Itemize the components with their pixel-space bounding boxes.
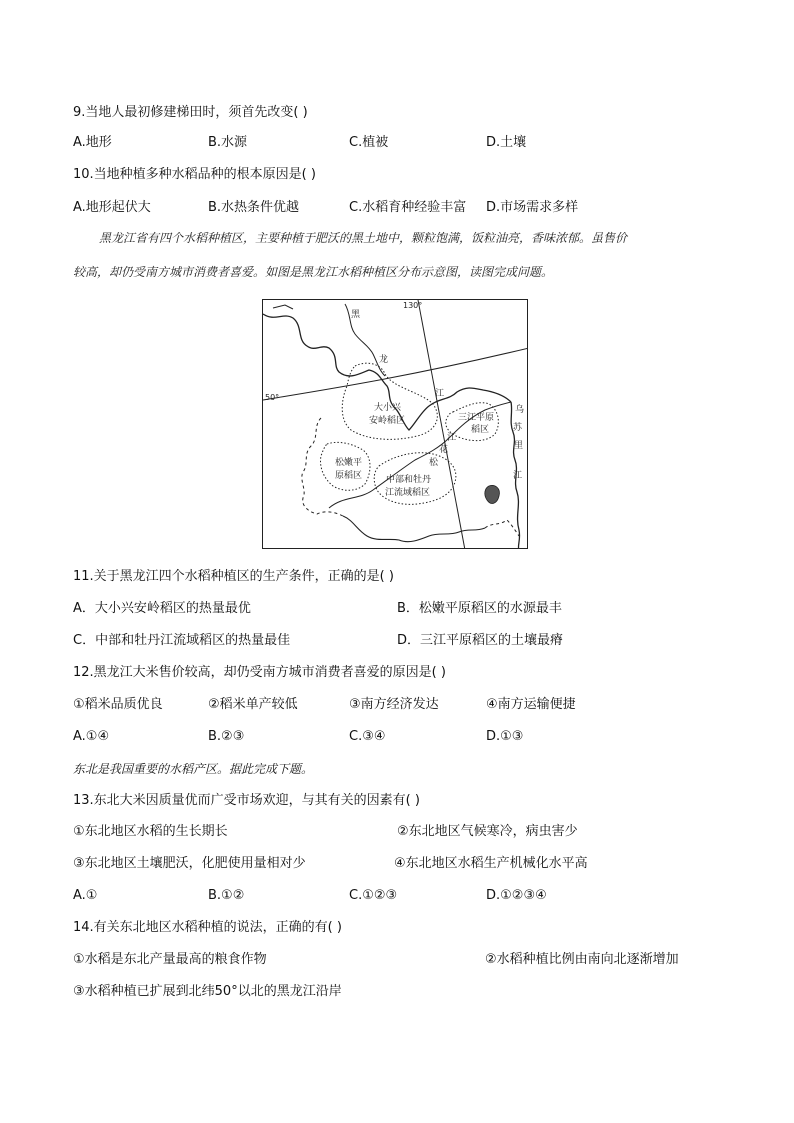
q9-option-b: B.水源 (208, 135, 248, 150)
region-sanjiang-label-1: 三江平原 (458, 413, 495, 423)
q14-item-1: ①水稻是东北产量最高的粮食作物 (73, 952, 267, 967)
river-char-long: 龙 (379, 355, 389, 365)
q12-stem: 12.黑龙江大米售价较高，却仍受南方城市消费者喜爱的原因是( ) (73, 665, 446, 680)
river-char-jiang-2: 江 (513, 471, 523, 481)
q14-item-2: ②水稻种植比例由南向北逐渐增加 (485, 952, 679, 967)
q14-stem: 14.有关东北地区水稻种植的说法，正确的有( ) (73, 920, 342, 935)
longitude-label: 130° (403, 301, 423, 310)
q10-stem: 10.当地种植多种水稻品种的根本原因是( ) (73, 167, 316, 182)
q12-item-4: ④南方运输便捷 (486, 697, 576, 712)
q9-option-a: A.地形 (73, 135, 112, 150)
province-boundary-south (343, 516, 485, 542)
q9-option-d: D.土壤 (486, 135, 527, 150)
q10-option-a: A.地形起伏大 (73, 200, 151, 215)
reading-passage (73, 221, 723, 289)
river-char-jiang: 江 (435, 389, 445, 399)
river-char-hei: 黑 (351, 310, 361, 320)
river-char-su: 苏 (513, 423, 523, 433)
river-char-hua: 花 (439, 445, 449, 455)
passage-line-1: 黑龙江省有四个水稻种植区，主要种植于肥沃的黑土地中，颗粒饱满，饭粒油亮，香味浓郁。虽售价 (99, 231, 628, 245)
q13-option-c: C.①②③ (349, 888, 398, 903)
q13-stem: 13.东北大米因质量优而广受市场欢迎，与其有关的因素有( ) (73, 793, 420, 808)
q10-option-c: C.水稻育种经验丰富 (349, 200, 467, 215)
q12-option-b: B.②③ (208, 729, 245, 744)
q11-option-c: C．中部和牡丹江流域稻区的热量最佳 (73, 633, 291, 648)
q12-option-c: C.③④ (349, 729, 386, 744)
region-zhongbu-label-2: 江流域稻区 (385, 488, 431, 498)
q12-option-a: A.①④ (73, 729, 110, 744)
river-char-li: 里 (514, 441, 524, 451)
q12-item-2: ②稻米单产较低 (208, 697, 298, 712)
region-songnen-label-2: 原稻区 (335, 471, 363, 481)
xingkai-lake (485, 485, 500, 503)
border-fragment (273, 305, 293, 309)
passage-line-2: 较高，却仍受南方城市消费者喜爱。如图是黑龙江水稻种植区分布示意图，读图完成问题。 (73, 265, 554, 279)
q12-option-d: D.①③ (486, 729, 524, 744)
rice-region-map (262, 299, 528, 549)
q9-stem: 9.当地人最初修建梯田时，须首先改变( ) (73, 105, 308, 120)
q11-option-a: A．大小兴安岭稻区的热量最优 (73, 601, 251, 616)
q13-option-b: B.①② (208, 888, 245, 903)
q13-item-1: ①东北地区水稻的生长期长 (73, 824, 228, 839)
q13-option-a: A.① (73, 888, 98, 903)
river-char-wu: 乌 (515, 405, 525, 415)
latitude-50-line (263, 348, 528, 400)
q12-item-1: ①稻米品质优良 (73, 697, 163, 712)
map-drawing (263, 300, 528, 549)
q13-item-2: ②东北地区气候寒冷，病虫害少 (397, 824, 578, 839)
q13-item-4: ④东北地区水稻生产机械化水平高 (394, 856, 588, 871)
q13-item-3: ③东北地区土壤肥沃，化肥使用量相对少 (73, 856, 306, 871)
q11-option-b: B．松嫩平原稻区的水源最丰 (397, 601, 562, 616)
q13-option-d: D.①②③④ (486, 888, 547, 903)
region-zhongbu-label-1: 中部和牡丹 (386, 475, 432, 485)
q11-option-d: D．三江平原稻区的土壤最瘠 (397, 633, 564, 648)
q14-item-3: ③水稻种植已扩展到北纬50°以北的黑龙江沿岸 (73, 984, 342, 999)
q12-item-3: ③南方经济发达 (349, 697, 439, 712)
boundary-southeast (485, 520, 519, 536)
region-sanjiang-label-2: 稻区 (471, 425, 490, 435)
q9-option-c: C.植被 (349, 135, 389, 150)
region-daxiaoxing-label-2: 安岭稻区 (369, 416, 406, 426)
q10-option-b: B.水热条件优越 (208, 200, 300, 215)
q11-stem: 11.关于黑龙江四个水稻种植区的生产条件，正确的是( ) (73, 569, 394, 584)
q10-option-d: D.市场需求多样 (486, 200, 579, 215)
section-note: 东北是我国重要的水稻产区。据此完成下题。 (73, 762, 314, 776)
region-daxiaoxing-label-1: 大小兴 (374, 403, 402, 413)
latitude-label: 50° (265, 393, 280, 402)
longitude-130-line (418, 300, 465, 549)
river-char-jiang-3: 江 (447, 433, 457, 443)
river-char-song: 松 (429, 458, 439, 468)
region-songnen-label-1: 松嫩平 (335, 458, 363, 468)
